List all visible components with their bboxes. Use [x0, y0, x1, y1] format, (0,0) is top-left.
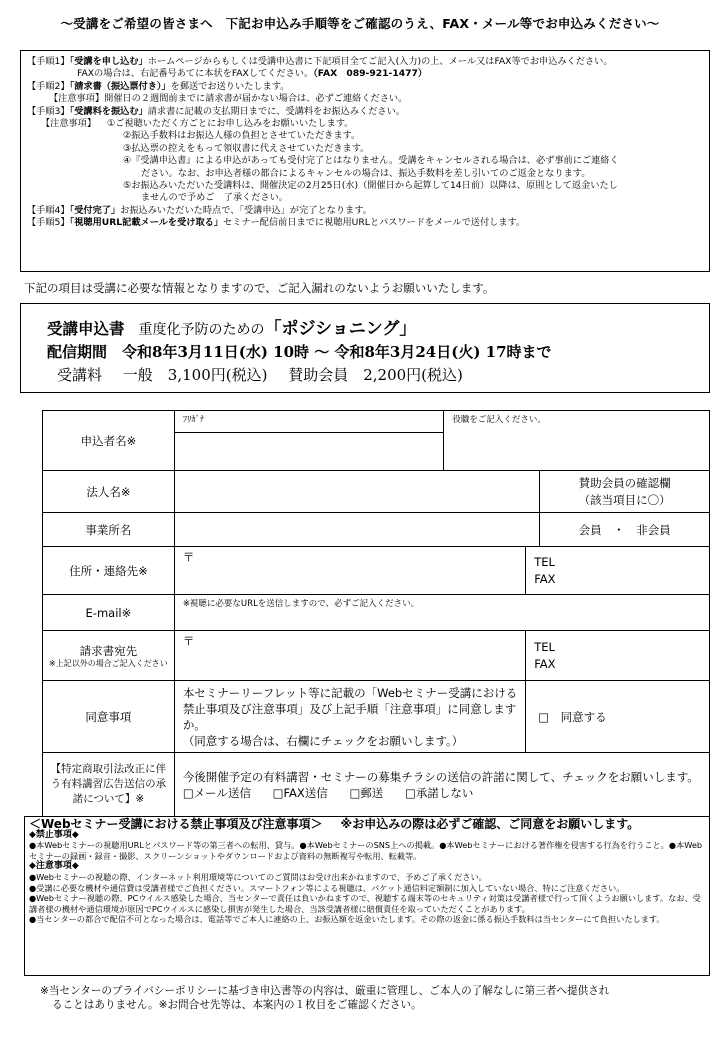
step-2-note: 【注意事項】開催日の２週間前までに請求書が届かない場合は、必ずご連絡ください。 [49, 93, 408, 105]
caution-3: ●Webセミナー視聴の際、PCウイルス感染した場合、当センターで責任は負いかねますので、視聴する端末等のセキュリティ対策は受講者様で行って頂くようお願いします。なお、受講者様の機材や通信環境が原因でPCウイルスに感染し損害が発生した場合、当該受講者様に賠償責任を取っていただくことがあります。 [29, 893, 701, 914]
consent-label: 同意事項 [43, 681, 175, 753]
step-3-note-4-cont: ださい。なお、お申込者様の都合によるキャンセルの場合は、振込手数料を差し引いてのご返金となります。 [141, 167, 591, 179]
fee-label: 受講料 [57, 366, 103, 384]
office-name-field[interactable] [174, 513, 539, 547]
prohibited-heading: ◆禁止事項◆ [29, 829, 79, 840]
seminar-title-box [20, 303, 710, 393]
step-4: 【手順4】「受付完了」お振込みいただいた時点で、「受講申込」が完了となります。 [27, 204, 372, 216]
application-steps-box [20, 50, 710, 272]
invoice-phone-field[interactable]: TEL FAX [526, 631, 710, 681]
consent-checkbox[interactable]: □ 同意する [526, 681, 710, 753]
furigana-field[interactable]: ﾌﾘｶﾞﾅ [174, 411, 444, 433]
step-3-note-1: 【注意事項】 ①ご視聴いただく方ごとにお申し込みをお願いいたします。 [41, 118, 354, 130]
law-consent: 今後開催予定の有料講習・セミナーの募集チラシの送信の許諾に関して、チェックをお願いします。 □メール送信 □FAX送信 □郵送 □承諾しない [174, 753, 709, 817]
step-5: 【手順5】「視聴用URL記載メールを受け取る」セミナー配信前日までに視聴用URLとパスワードをメールで送付します。 [27, 217, 526, 229]
law-option-email[interactable]: □メール送信 [182, 785, 251, 800]
law-option-mail[interactable]: □郵送 [349, 785, 384, 800]
step-2: 【手順2】「請求書（振込票付き）」を郵送でお送りいたします。 [27, 80, 290, 92]
step-3: 【手順3】「受講料を振込む」請求書に記載の支払期日までに、受講料をお振込みください。 [27, 105, 405, 117]
applicant-label: 申込者名※ [43, 411, 175, 471]
corp-label: 法人名※ [43, 471, 175, 513]
corp-name-field[interactable] [174, 471, 539, 513]
law-option-decline[interactable]: □承諾しない [404, 785, 474, 800]
application-form-table [42, 410, 710, 817]
fee-line [47, 364, 709, 385]
form-name: 受講申込書 [47, 319, 125, 338]
law-options [183, 785, 701, 801]
email-label: E-mail※ [43, 595, 175, 631]
form-title [47, 314, 709, 339]
caution-2: ●受講に必要な機材や通信費は受講者様でご負担ください。スマートフォン等による視聴は、パケット通信料定額制に加入していない場合、特にご注意ください。 [29, 882, 625, 893]
fee-member: 賛助会員 2,200円(税込) [288, 366, 463, 384]
fax-number: （FAX 089-921-1477） [313, 68, 428, 80]
privacy-footer: ※当センターのプライバシーポリシーに基づき申込書等の内容は、厳重に管理し、ご本人の了解なしに第三者へ提供され ることはありません。※お問合せ先等は、本案内の１枚目をご確認ください。 [40, 985, 610, 1011]
member-check-header: 賛助会員の確認欄 （該当項目に〇） [540, 471, 710, 513]
web-seminar-rules-box [24, 816, 710, 976]
seminar-subtitle: 重度化予防のための [138, 322, 265, 338]
law-label: 【特定商取引法改正に伴う有料講習広告送信の承諾について】※ [43, 753, 175, 817]
step-1-fax: FAXの場合は、右記番号あてに本状をFAXしてください。（FAX 089-921-1477） [77, 68, 428, 80]
email-field[interactable]: ※視聴に必要なURLを送信しますので、必ずご記入ください。 [174, 595, 709, 631]
delivery-period: 配信期間 令和8年3月11日(水) 10時 〜 令和8年3月24日(火) 17時まで [47, 343, 552, 361]
step-3-note-2: ②振込手数料はお振込人様の負担とさせていただきます。 [123, 130, 361, 142]
caution-4: ●当センターの都合で配信不可となった場合は、電話等でご本人に連絡の上、お振込額を返金いたします。その際の返金に係る振込手数料は当センターにて負担いたします。 [29, 914, 665, 925]
address-label: 住所・連絡先※ [43, 547, 175, 595]
step-3-note-5: ⑤お振込みいただいた受講料は、開催決定の2月25日(水)（開催日から起算して14日前）以降は、原則として返金いたし [123, 180, 618, 192]
address-phone-field[interactable]: TEL FAX [526, 547, 710, 595]
invoice-address-field[interactable]: 〒 [174, 631, 525, 681]
caution-1: ●Webセミナーの視聴の際、インターネット利用環境等についてのご質問はお受け出来かねますので、予めご了承ください。 [29, 871, 487, 882]
rules-title: ＜Webセミナー受講における禁止事項及び注意事項＞ ※お申込みの際は必ずご確認、ご同意をお願いします。 [29, 817, 640, 831]
step-1: 【手順1】「受講を申し込む」ホームページからもしくは受講申込書に下記項目全てご記入(入力)の上、メール又はFAX等でお申込みください。 [27, 56, 613, 67]
intro-text: 下記の項目は受講に必要な情報となりますので、ご記入漏れのないようお願いいたします。 [24, 281, 495, 295]
step-3-note-5-cont: ませんので予めご 了承ください。 [141, 192, 288, 204]
applicant-name-field[interactable] [174, 433, 444, 471]
invoice-label: 請求書宛先 ※上記以外の場合ご記入ください [43, 631, 175, 681]
position-field[interactable]: 役職をご記入ください。 [444, 411, 710, 471]
office-label: 事業所名 [43, 513, 175, 547]
address-field[interactable]: 〒 [174, 547, 525, 595]
step-3-note-3: ③払込票の控えをもって領収書に代えさせていただきます。 [123, 142, 370, 154]
seminar-keyword: 「ポジショニング」 [264, 319, 417, 339]
caution-heading: ◆注意事項◆ [29, 861, 79, 872]
law-option-fax[interactable]: □FAX送信 [272, 785, 328, 800]
fee-general: 一般 3,100円(税込) [122, 366, 268, 384]
header-banner: 〜受講をご希望の皆さまへ 下記お申込み手順等をご確認のうえ、FAX・メール等でお申込みください〜 [60, 16, 660, 31]
member-option[interactable]: 会員 ・ 非会員 [540, 513, 710, 547]
prohibited-text: ●本Webセミナーの視聴用URLとパスワード等の第三者への転用、貸与。●本WebセミナーのSNS上への掲載。●本Webセミナーにおける著作権を侵害する行為を行うこと。●本Webセミナーの録画・録音・撮影、スクリーンショットやダウンロードおよび資料の無断複写や転用、転載等。 [29, 840, 703, 861]
step-3-note-4: ④『受講申込書』による申込があっても受付完了とはなりません。受講をキャンセルされる場合は、必ず事前にご連絡く [123, 155, 619, 167]
consent-text: 本セミナーリーフレット等に記載の「Webセミナー受講における禁止事項及び注意事項」及び上記手順「注意事項」に同意しますか。 （同意する場合は、右欄にチェックをお願いします。） [174, 681, 525, 753]
